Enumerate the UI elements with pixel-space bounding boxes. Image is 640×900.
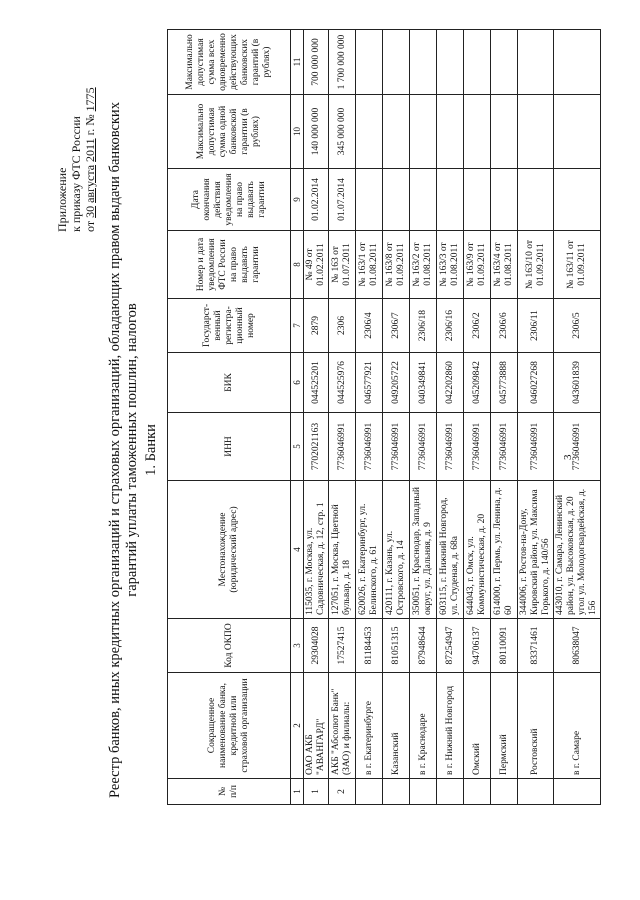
table-cell: 614000, г. Пермь, ул. Ленина, д. 60 <box>491 481 518 619</box>
table-cell: 127051, г. Москва, Цветной бульвар, д. 18 <box>329 481 356 619</box>
column-number: 3 <box>291 619 304 673</box>
table-cell: 115035, г. Москва, ул. Садовническая, д. 12, стр. 1 <box>304 481 329 619</box>
table-cell: 94706137 <box>464 619 491 673</box>
table-cell: 29304028 <box>304 619 329 673</box>
table-cell <box>554 30 601 95</box>
column-number: 6 <box>291 353 304 413</box>
table-cell: 042202860 <box>437 353 464 413</box>
table-cell: в г. Краснодаре <box>410 673 437 779</box>
table-cell: № 163/1 от 01.08.2011 <box>356 231 383 299</box>
table-cell: 2306/7 <box>383 299 410 353</box>
table-cell: 7736046991 <box>518 413 554 481</box>
table-cell: 01.02.2014 <box>304 169 329 231</box>
table-cell: Омский <box>464 673 491 779</box>
table-cell: в г. Самаре <box>554 673 601 779</box>
table-row <box>464 30 491 805</box>
column-header: БИК <box>168 353 291 413</box>
column-header: Местонахождение (юридический адрес) <box>168 481 291 619</box>
table-cell <box>356 169 383 231</box>
column-number: 5 <box>291 413 304 481</box>
table-cell: 049205722 <box>383 353 410 413</box>
appendix-from: от <box>83 220 97 232</box>
table-cell: 046027268 <box>518 353 554 413</box>
banks-register-table <box>167 29 601 805</box>
table-row <box>437 30 464 805</box>
table-cell <box>464 169 491 231</box>
table-cell: 7736046991 <box>383 413 410 481</box>
table-cell: 2306/2 <box>464 299 491 353</box>
table-cell: 045209842 <box>464 353 491 413</box>
table-cell <box>437 169 464 231</box>
table-cell: Ростовский <box>518 673 554 779</box>
table-cell: 350051, г. Краснодар, Западный округ, ул. Дальняя, д. 9 <box>410 481 437 619</box>
table-cell <box>437 95 464 169</box>
table-cell <box>464 30 491 95</box>
table-cell <box>410 779 437 805</box>
table-cell: 044525201 <box>304 353 329 413</box>
table-body <box>291 30 601 805</box>
table-cell: 2306/5 <box>554 299 601 353</box>
section-title: 1. Банки <box>143 424 159 476</box>
table-row <box>304 30 329 805</box>
table-cell: 81051315 <box>383 619 410 673</box>
column-number-row <box>291 30 304 805</box>
appendix-line-2: к приказу ФТС России <box>69 116 83 232</box>
table-cell <box>554 779 601 805</box>
table-cell: 1 700 000 000 <box>329 30 356 95</box>
appendix-day: 30 <box>83 205 97 218</box>
table-cell <box>437 779 464 805</box>
table-cell <box>410 95 437 169</box>
column-header: Сокращенное наименование банка, кредитной или страховой организации <box>168 673 291 779</box>
column-header: Максимально допустимая сумма всех одновременно действующих банковских гарантий (в рублях) <box>168 30 291 95</box>
table-cell: 345 000 000 <box>329 95 356 169</box>
table-cell: 443010, г. Самара, Ленинский район, ул. Высоковская, д. 20 угол ул. Молодогвардейская, д. 156 <box>554 481 601 619</box>
table-header-row <box>168 30 291 805</box>
table-cell: 7736046991 <box>554 413 601 481</box>
table-row <box>329 30 356 805</box>
column-number: 2 <box>291 673 304 779</box>
column-number: 4 <box>291 481 304 619</box>
table-cell <box>518 169 554 231</box>
table-cell: № 163/3 от 01.08.2011 <box>437 231 464 299</box>
table-cell <box>437 30 464 95</box>
appendix-line-1: Приложение <box>55 167 69 232</box>
table-cell <box>491 95 518 169</box>
column-header: Код ОКПО <box>168 619 291 673</box>
column-number: 11 <box>291 30 304 95</box>
column-header: Номер и дата уведомления ФТС России на право выдавать гарантии <box>168 231 291 299</box>
table-cell <box>410 169 437 231</box>
column-header: Максимально допустимая сумма одной банковской гарантии (в рублях) <box>168 95 291 169</box>
table-row <box>518 30 554 805</box>
table-cell: 80110091 <box>491 619 518 673</box>
table-cell: 044525976 <box>329 353 356 413</box>
table-cell: 2 <box>329 779 356 805</box>
table-cell: 7736046991 <box>329 413 356 481</box>
appendix-year-suffix: г. <box>83 128 97 136</box>
column-number: 10 <box>291 95 304 169</box>
table-cell: 2306/6 <box>491 299 518 353</box>
table-cell: АКБ "Абсолют Банк" (ЗАО) и филиалы: <box>329 673 356 779</box>
table-cell <box>383 169 410 231</box>
table-cell: Пермский <box>491 673 518 779</box>
table-cell: 644043, г. Омск, ул. Коммунистическая, д. 20 <box>464 481 491 619</box>
table-cell: 620026, г. Екатеринбург, ул. Белинского, д. 61 <box>356 481 383 619</box>
table-cell: 2306 <box>329 299 356 353</box>
table-cell <box>491 779 518 805</box>
appendix-block <box>55 87 97 232</box>
table-cell: 1 <box>304 779 329 805</box>
table-cell <box>383 95 410 169</box>
table-cell: 344006, г. Ростов-на-Дону, Кировский район, ул. Максима Горького, д. 140/56 <box>518 481 554 619</box>
column-number: 7 <box>291 299 304 353</box>
table-cell: Казанский <box>383 673 410 779</box>
table-cell: ОАО АКБ "АВАНГАРД" <box>304 673 329 779</box>
appendix-year: 2011 <box>83 138 97 162</box>
table-cell: № 49 от 01.02.2011 <box>304 231 329 299</box>
table-cell: 87948644 <box>410 619 437 673</box>
table-cell: 2306/4 <box>356 299 383 353</box>
table-cell <box>464 95 491 169</box>
column-header: ИНН <box>168 413 291 481</box>
table-row <box>554 30 601 805</box>
register-title: Реестр банков, иных кредитных организаций и страховых организаций, обладающих правом выдачи банковских гарантий уплаты таможенных пошлин, налогов <box>107 102 140 798</box>
table-cell: 7736046991 <box>437 413 464 481</box>
table-cell: № 163/8 от 01.09.2011 <box>383 231 410 299</box>
table-cell: 01.07.2014 <box>329 169 356 231</box>
table-cell <box>518 779 554 805</box>
table-cell: 2306/16 <box>437 299 464 353</box>
table-cell: 043601839 <box>554 353 601 413</box>
appendix-month: августа <box>83 164 97 203</box>
table-cell: 17527415 <box>329 619 356 673</box>
table-cell <box>356 95 383 169</box>
table-row <box>491 30 518 805</box>
column-number: 8 <box>291 231 304 299</box>
table-cell: 7736046991 <box>491 413 518 481</box>
table-row <box>383 30 410 805</box>
table-cell: в г. Нижний Новгород <box>437 673 464 779</box>
table-cell: 7736046991 <box>356 413 383 481</box>
table-cell: 140 000 000 <box>304 95 329 169</box>
table-cell: 420111, г. Казань, ул. Островского, д. 14 <box>383 481 410 619</box>
table-cell: 040349841 <box>410 353 437 413</box>
table-cell: 81184453 <box>356 619 383 673</box>
column-header: Дата окончания действия уведомления на право выдавать гарантии <box>168 169 291 231</box>
table-cell: 83371461 <box>518 619 554 673</box>
page-number: 3 <box>562 454 574 460</box>
table-row <box>410 30 437 805</box>
table-cell: 7736046991 <box>410 413 437 481</box>
table-cell: № 163/9 от 01.09.2011 <box>464 231 491 299</box>
column-header: № п/п <box>168 779 291 805</box>
table-cell: № 163/2 от 01.08.2011 <box>410 231 437 299</box>
table-cell <box>554 169 601 231</box>
table-cell: № 163/10 от 01.09.2011 <box>518 231 554 299</box>
table-cell: 603115, г. Нижний Новгород, ул. Студеная, д. 68а <box>437 481 464 619</box>
table-cell: 87254947 <box>437 619 464 673</box>
table-cell: 045773888 <box>491 353 518 413</box>
table-cell: 2306/11 <box>518 299 554 353</box>
appendix-date-line <box>83 87 97 232</box>
table-cell: № 163/4 от 01.08.2011 <box>491 231 518 299</box>
table-cell: 7736046991 <box>464 413 491 481</box>
column-number: 1 <box>291 779 304 805</box>
table-cell <box>491 30 518 95</box>
table-cell: 2879 <box>304 299 329 353</box>
table-cell: 700 000 000 <box>304 30 329 95</box>
table-cell <box>356 779 383 805</box>
table-cell <box>518 30 554 95</box>
table-cell: 7702021163 <box>304 413 329 481</box>
table-cell: 80638047 <box>554 619 601 673</box>
table-cell <box>464 779 491 805</box>
table-cell <box>554 95 601 169</box>
table-cell <box>356 30 383 95</box>
appendix-number-sign: № <box>83 114 97 126</box>
table-cell: в г. Екатеринбурге <box>356 673 383 779</box>
table-cell: № 163/11 от 01.09.2011 <box>554 231 601 299</box>
table-cell <box>383 779 410 805</box>
column-number: 9 <box>291 169 304 231</box>
table-cell <box>518 95 554 169</box>
table-cell: № 163 от 01.07.2011 <box>329 231 356 299</box>
table-cell <box>383 30 410 95</box>
table-cell <box>410 30 437 95</box>
table-cell: 046577921 <box>356 353 383 413</box>
table-row <box>356 30 383 805</box>
appendix-order-number: 1775 <box>83 87 97 112</box>
table-cell: 2306/18 <box>410 299 437 353</box>
table-cell <box>491 169 518 231</box>
column-header: Государст-венный регистра-ционный номер <box>168 299 291 353</box>
